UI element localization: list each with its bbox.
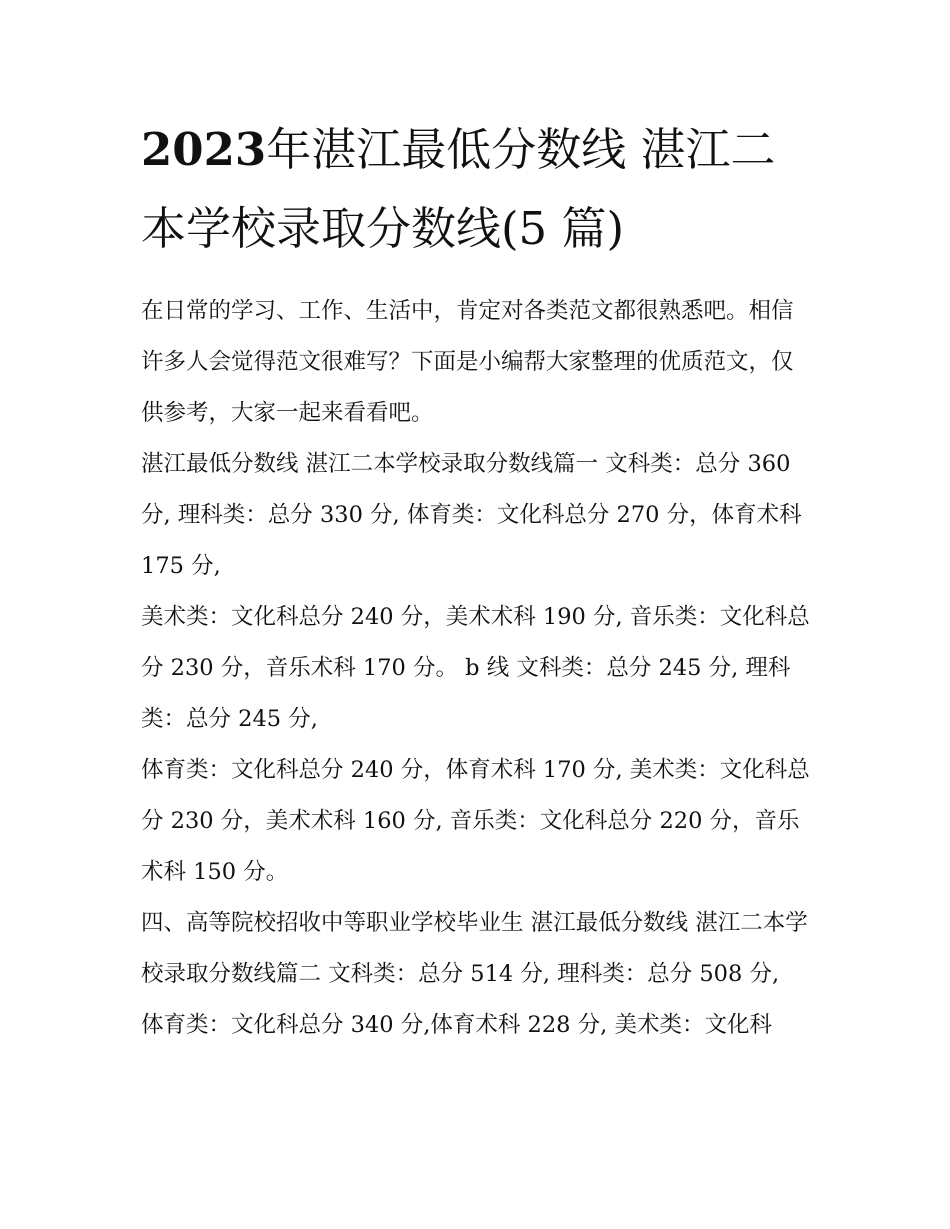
paragraph-art-music-scores: 美术类：文化科总分 240 分，美术术科 190 分, 音乐类：文化科总分 230 分，音乐术科 170 分。 b 线 文科类：总分 245 分, 理科类：总分 245 分, xyxy=(141,604,810,732)
document-body xyxy=(141,110,811,1051)
paragraph-article-one: 湛江最低分数线 湛江二本学校录取分数线篇一 文科类：总分 360 分, 理科类：总分 330 分, 体育类：文化科总分 270 分，体育术科 175 分, xyxy=(141,451,802,579)
paragraph-sports-art-scores: 体育类：文化科总分 340 分,体育术科 228 分, 美术类：文化科 xyxy=(141,1012,772,1038)
title-text: 年湛江最低分数线 湛江二本学校录取分数线(5 篇) xyxy=(141,123,776,255)
document-title xyxy=(141,110,811,268)
paragraph-b-line-scores: 体育类：文化科总分 240 分，体育术科 170 分, 美术类：文化科总分 230 分，美术术科 160 分, 音乐类：文化科总分 220 分，音乐术科 150 分。 xyxy=(141,757,810,885)
paragraph-intro: 在日常的学习、工作、生活中，肯定对各类范文都很熟悉吧。相信许多人会觉得范文很难写？下面是小编帮大家整理的优质范文，仅供参考，大家一起来看看吧。 xyxy=(141,298,794,426)
title-year: 2023 xyxy=(141,123,267,176)
paragraph-article-two: 四、高等院校招收中等职业学校毕业生 湛江最低分数线 湛江二本学校录取分数线篇二 文科类：总分 514 分, 理科类：总分 508 分, xyxy=(141,910,808,987)
